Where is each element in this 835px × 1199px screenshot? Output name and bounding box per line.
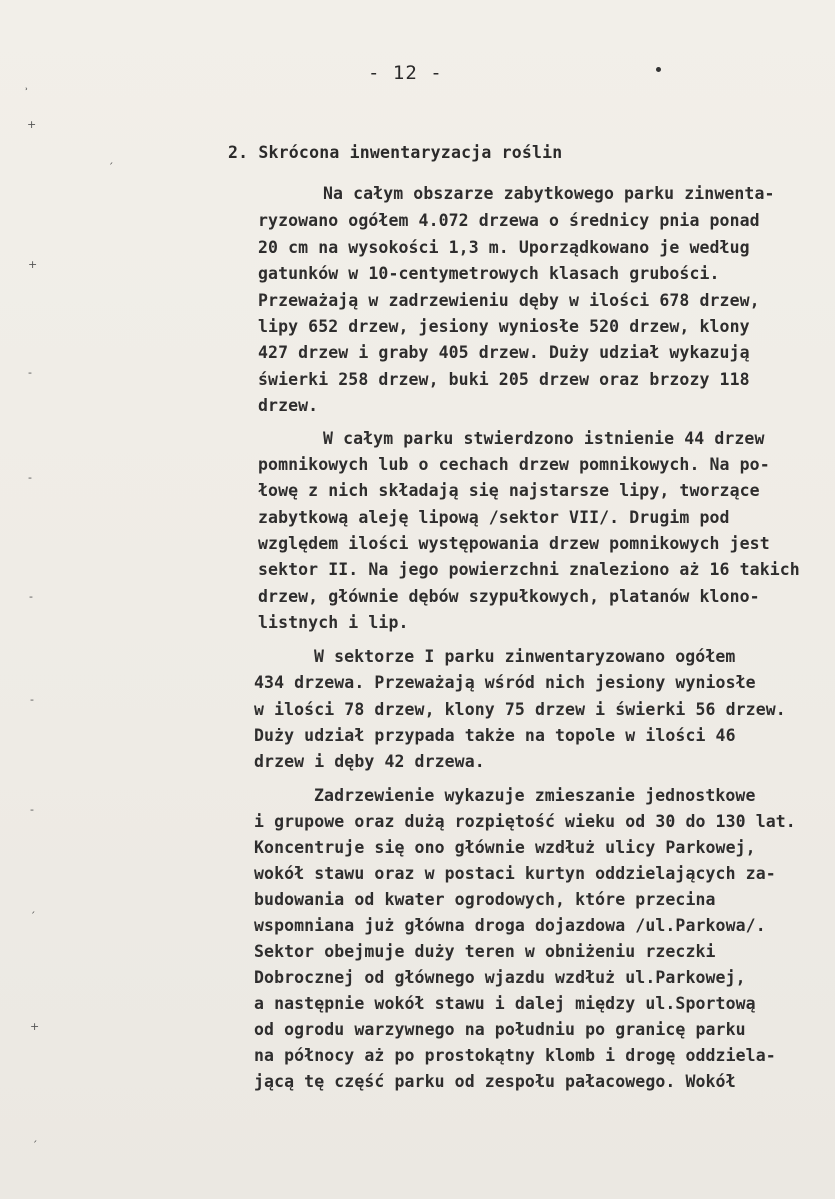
text-line: Dobrocznej od głównego wjazdu wzdłuż ul.Parkowej, [254, 968, 746, 987]
text-line: Duży udział przypada także na topole w ilości 46 [254, 726, 736, 745]
text-line: wspomniana już główna droga dojazdowa /ul.Parkowa/. [254, 916, 766, 935]
text-line: lipy 652 drzew, jesiony wyniosłe 520 drzew, klony [258, 317, 750, 336]
text-line: W sektorze I parku zinwentaryzowano ogółem [314, 647, 736, 666]
text-line: drzew, głównie dębów szypułkowych, platanów klono- [258, 587, 760, 606]
margin-mark: + [28, 258, 38, 271]
margin-mark: - [29, 590, 33, 603]
margin-mark: - [28, 366, 32, 379]
page-number: - 12 - [368, 62, 443, 84]
text-line: Sektor obejmuje duży teren w obniżeniu rzeczki [254, 942, 716, 961]
text-line: zabytkową aleję lipową /sektor VII/. Drugim pod [258, 508, 730, 527]
margin-mark: ˒ [25, 83, 29, 96]
margin-mark: + [27, 118, 37, 131]
margin-mark: - [28, 471, 32, 484]
text-line: Przeważają w zadrzewieniu dęby w ilości 678 drzew, [258, 291, 760, 310]
text-line: Koncentruje się ono głównie wzdłuż ulicy Parkowej, [254, 838, 756, 857]
text-line: gatunków w 10-centymetrowych klasach grubości. [258, 264, 720, 283]
section-title: 2. Skrócona inwentaryzacja roślin [228, 143, 563, 162]
text-line: sektor II. Na jego powierzchni znaleziono aż 16 takich [258, 560, 800, 579]
margin-mark: + [30, 1020, 40, 1033]
text-line: drzew i dęby 42 drzewa. [254, 752, 485, 771]
text-line: 427 drzew i graby 405 drzew. Duży udział wykazują [258, 343, 750, 362]
text-line: w ilości 78 drzew, klony 75 drzew i świerki 56 drzew. [254, 700, 786, 719]
text-line: a następnie wokół stawu i dalej między ul.Sportową [254, 994, 756, 1013]
text-line: 434 drzewa. Przeważają wśród nich jesiony wyniosłe [254, 673, 756, 692]
text-line: jącą tę część parku od zespołu pałacowego. Wokół [254, 1072, 736, 1091]
margin-mark: - [30, 693, 34, 706]
text-line: pomnikowych lub o cechach drzew pomnikowych. Na po- [258, 455, 770, 474]
text-line: listnych i lip. [258, 613, 409, 632]
ink-dot [656, 67, 661, 72]
text-line: na północy aż po prostokątny klomb i drogę oddziela- [254, 1046, 776, 1065]
text-line: od ogrodu warzywnego na południu po granicę parku [254, 1020, 746, 1039]
text-line: świerki 258 drzew, buki 205 drzew oraz brzozy 118 [258, 370, 750, 389]
text-line: wokół stawu oraz w postaci kurtyn oddzielających za- [254, 864, 776, 883]
text-line: budowania od kwater ogrodowych, które przecina [254, 890, 716, 909]
text-line: ryzowano ogółem 4.072 drzewa o średnicy pnia ponad [258, 211, 760, 230]
margin-mark: - [30, 803, 34, 816]
margin-mark: ˏ [32, 1130, 38, 1143]
text-line: drzew. [258, 396, 319, 415]
text-line: względem ilości występowania drzew pomnikowych jest [258, 534, 770, 553]
text-line: łowę z nich składają się najstarsze lipy, tworzące [258, 481, 760, 500]
text-line: Na całym obszarze zabytkowego parku zinwenta- [323, 184, 775, 203]
text-line: Zadrzewienie wykazuje zmieszanie jednostkowe [314, 786, 756, 805]
margin-mark: ˊ [30, 910, 36, 923]
text-line: i grupowe oraz dużą rozpiętość wieku od 30 do 130 lat. [254, 812, 796, 831]
margin-mark: ˏ [108, 152, 114, 165]
text-line: W całym parku stwierdzono istnienie 44 drzew [323, 429, 765, 448]
text-line: 20 cm na wysokości 1,3 m. Uporządkowano je według [258, 238, 750, 257]
